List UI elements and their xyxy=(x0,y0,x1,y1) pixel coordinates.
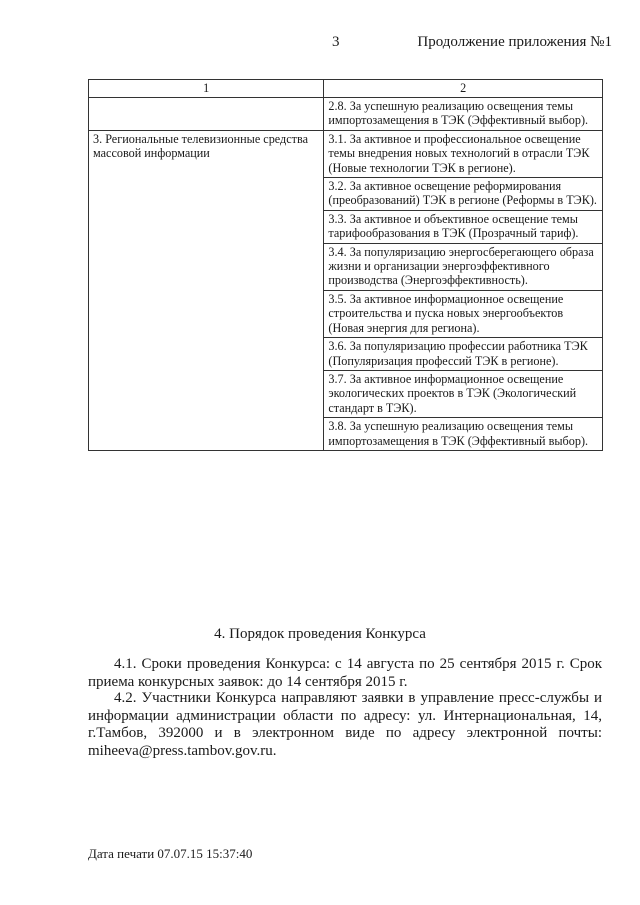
table-cell-nomination: 3.7. За активное информационное освещение экологических проектов в ТЭК (Экологический стандарт в ТЭК). xyxy=(324,370,603,417)
paragraph-dates-text: 4.1. Сроки проведения Конкурса: с 14 августа по 25 сентября 2015 г. Срок приема конкурсных заявок: до 14 сентября 2015 г. xyxy=(88,656,602,690)
table-cell-nomination: 3.1. За активное и профессиональное освещение темы внедрения новых технологий в отрасли ТЭК (Новые технологии ТЭК в регионе). xyxy=(324,130,603,177)
column-header-1: 1 xyxy=(89,80,324,98)
column-header-2: 2 xyxy=(324,80,603,98)
page-header xyxy=(0,34,640,54)
table-cell-category xyxy=(89,98,324,131)
paragraph-submission-text: 4.2. Участники Конкурса направляют заявки в управление пресс-службы и информации администрации области по адресу: ул. Интернациональная, 14, г.Тамбов, 392000 и в электронном виде по адресу электронной почты: miheeva@press.tambov.gov.ru. xyxy=(88,690,602,759)
page-number: 3 xyxy=(332,34,340,50)
appendix-continuation-title: Продолжение приложения №1 xyxy=(417,34,612,50)
table-cell-nomination: 3.6. За популяризацию профессии работника ТЭК (Популяризация профессий ТЭК в регионе). xyxy=(324,338,603,371)
section-heading: 4. Порядок проведения Конкурса xyxy=(214,626,426,642)
table-cell-nomination: 3.8. За успешную реализацию освещения темы импортозамещения в ТЭК (Эффективный выбор). xyxy=(324,418,603,451)
paragraph-dates xyxy=(88,656,602,691)
table-cell-category: 3. Региональные телевизионные средства массовой информации xyxy=(89,130,324,450)
paragraph-submission xyxy=(88,690,602,760)
table-cell-nomination: 3.4. За популяризацию энергосберегающего образа жизни и организации энергоэффективного производства (Энергоэффективность). xyxy=(324,243,603,290)
print-date: Дата печати 07.07.15 15:37:40 xyxy=(88,846,253,861)
table-row xyxy=(89,130,603,177)
table-cell-nomination: 3.3. За активное и объективное освещение темы тарифообразования в ТЭК (Прозрачный тариф). xyxy=(324,210,603,243)
nominations-table xyxy=(88,79,603,451)
table-cell-nomination: 2.8. За успешную реализацию освещения темы импортозамещения в ТЭК (Эффективный выбор). xyxy=(324,98,603,131)
table-row xyxy=(89,98,603,131)
table-header-row xyxy=(89,80,603,98)
table-cell-nomination: 3.2. За активное освещение реформирования (преобразований) ТЭК в регионе (Реформы в ТЭК). xyxy=(324,178,603,211)
table-cell-nomination: 3.5. За активное информационное освещение строительства и пуска новых энергообъектов (Новая энергия для региона). xyxy=(324,290,603,337)
